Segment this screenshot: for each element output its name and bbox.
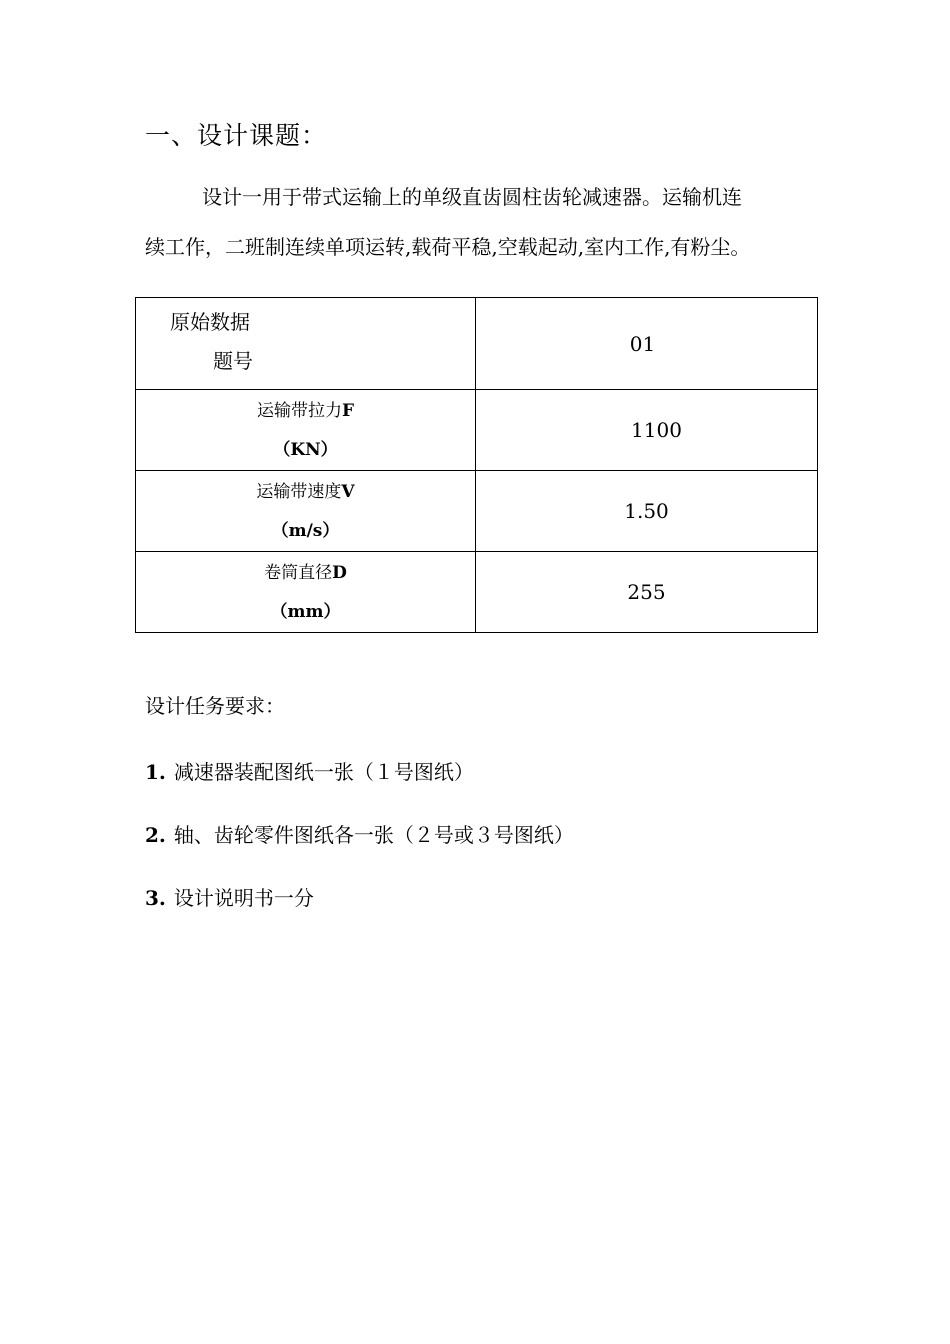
header-value: 01 bbox=[629, 331, 656, 356]
table-row bbox=[136, 471, 818, 552]
tasks-title: 设计任务要求： bbox=[145, 694, 285, 718]
param-name: 运输带速度 bbox=[256, 481, 342, 502]
task-number: 3. bbox=[145, 886, 166, 910]
param-value-cell bbox=[476, 390, 818, 471]
intro-paragraph bbox=[145, 172, 825, 272]
param-label-cell bbox=[136, 552, 476, 633]
header-label-top: 原始数据 bbox=[170, 310, 250, 334]
intro-line-1: 设计一用于带式运输上的单级直齿圆柱齿轮减速器。运输机连 bbox=[202, 185, 742, 209]
task-text: 减速器装配图纸一张（１号图纸） bbox=[173, 760, 474, 784]
task-item bbox=[145, 882, 314, 911]
param-value-cell bbox=[476, 552, 818, 633]
task-item bbox=[145, 819, 574, 848]
parameters-table bbox=[135, 297, 818, 633]
param-name: 运输带拉力 bbox=[256, 400, 342, 421]
header-value-cell bbox=[476, 298, 818, 390]
param-name: 卷筒直径 bbox=[264, 562, 333, 583]
task-number: 2. bbox=[145, 823, 166, 847]
task-item bbox=[145, 756, 474, 785]
table-row bbox=[136, 552, 818, 633]
header-label-bottom: 题号 bbox=[213, 349, 253, 373]
table-row bbox=[136, 390, 818, 471]
task-text: 轴、齿轮零件图纸各一张（２号或３号图纸） bbox=[173, 823, 574, 847]
param-unit: （KN） bbox=[273, 439, 338, 460]
param-symbol: V bbox=[341, 481, 355, 502]
param-unit: （mm） bbox=[270, 601, 341, 622]
header-label-cell bbox=[136, 298, 476, 390]
intro-line-2: 续工作，二班制连续单项运转,载荷平稳,空载起动,室内工作,有粉尘。 bbox=[145, 235, 751, 259]
param-label-cell bbox=[136, 471, 476, 552]
param-unit: （m/s） bbox=[271, 520, 340, 541]
task-text: 设计说明书一分 bbox=[173, 886, 314, 910]
task-number: 1. bbox=[145, 760, 166, 784]
section-heading: 一、设计课题： bbox=[145, 121, 328, 150]
param-value: 1100 bbox=[631, 418, 682, 442]
param-value: 255 bbox=[627, 580, 666, 604]
param-symbol: D bbox=[332, 562, 347, 583]
param-label-cell bbox=[136, 390, 476, 471]
table-header-row bbox=[136, 298, 818, 390]
param-value-cell bbox=[476, 471, 818, 552]
param-symbol: F bbox=[341, 400, 355, 421]
param-value: 1.50 bbox=[624, 499, 669, 523]
